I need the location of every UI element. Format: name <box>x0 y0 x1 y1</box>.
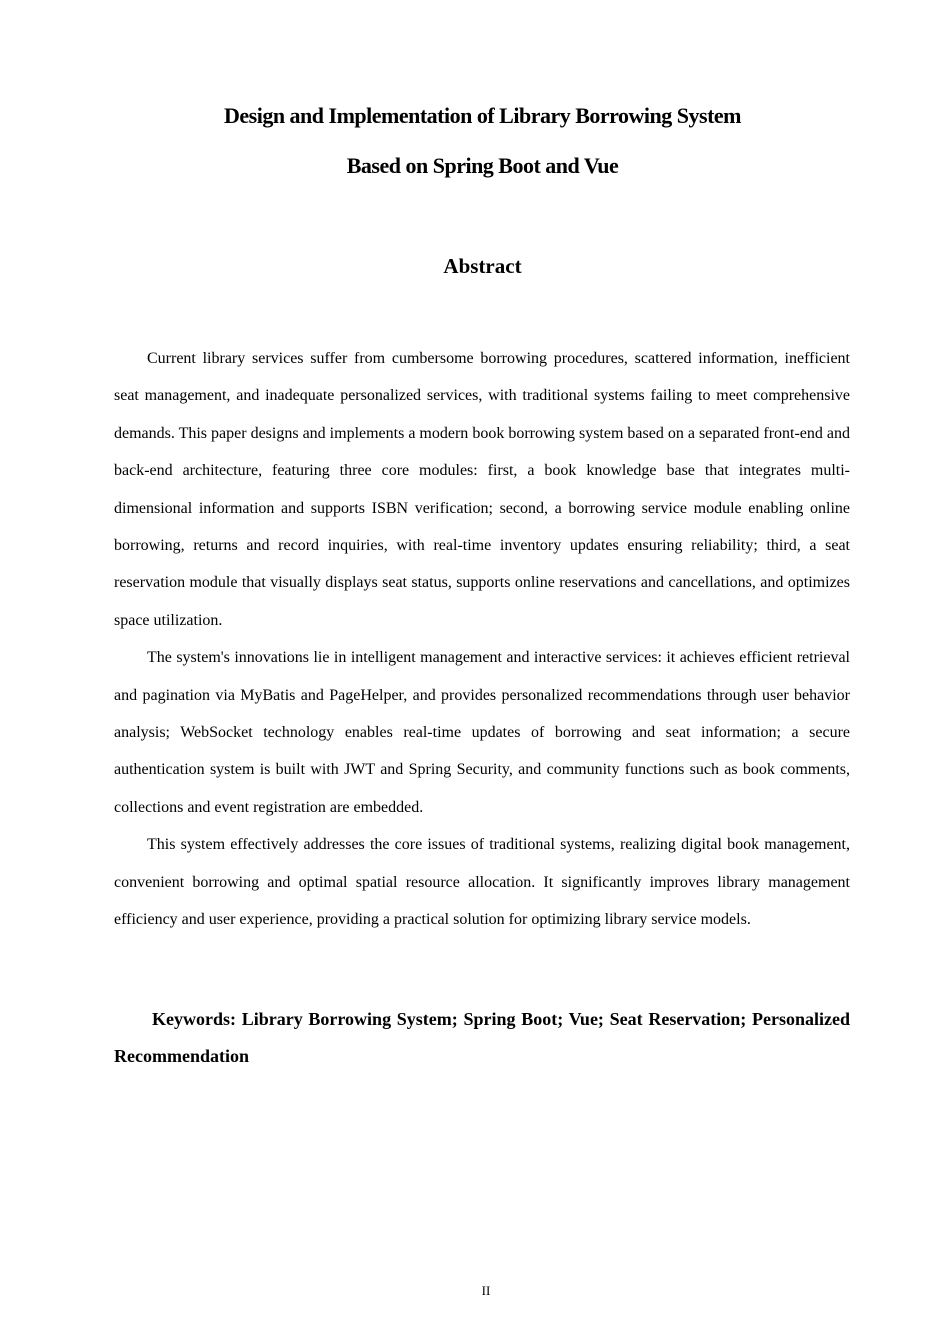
abstract-heading: Abstract <box>443 254 522 278</box>
page-number: II <box>481 1283 491 1298</box>
keywords: Keywords: Library Borrowing System; Spring Boot; Vue; Seat Reservation; Personalized Recommendation <box>114 1009 850 1066</box>
abstract-paragraph-1: Current library services suffer from cumbersome borrowing procedures, scattered information, inefficient seat management, and inadequate personalized services, with traditional systems failing to meet comprehensive demands. This paper designs and implements a modern book borrowing system based on a separated front-end and back-end architecture, featuring three core modules: first, a book knowledge base that integrates multi-dimensional information and supports ISBN verification; second, a borrowing service module enabling online borrowing, returns and record inquiries, with real-time inventory updates ensuring reliability; third, a seat reservation module that visually displays seat status, supports online reservations and cancellations, and optimizes space utilization. <box>114 350 850 629</box>
abstract-paragraph-2: The system's innovations lie in intelligent management and interactive services: it achieves efficient retrieval and pagination via MyBatis and PageHelper, and provides personalized recommendations through user behavior analysis; WebSocket technology enables real-time updates of borrowing and seat information; a secure authentication system is built with JWT and Spring Security, and community functions such as book comments, collections and event registration are embedded. <box>114 649 850 816</box>
abstract-body <box>114 340 850 939</box>
paper-title-line-1: Design and Implementation of Library Borrowing System <box>224 103 741 128</box>
paper-title-line-2: Based on Spring Boot and Vue <box>346 153 619 178</box>
abstract-paragraph-3: This system effectively addresses the core issues of traditional systems, realizing digital book management, convenient borrowing and optimal spatial resource allocation. It significantly improves library management efficiency and user experience, providing a practical solution for optimizing library service models. <box>114 836 850 929</box>
